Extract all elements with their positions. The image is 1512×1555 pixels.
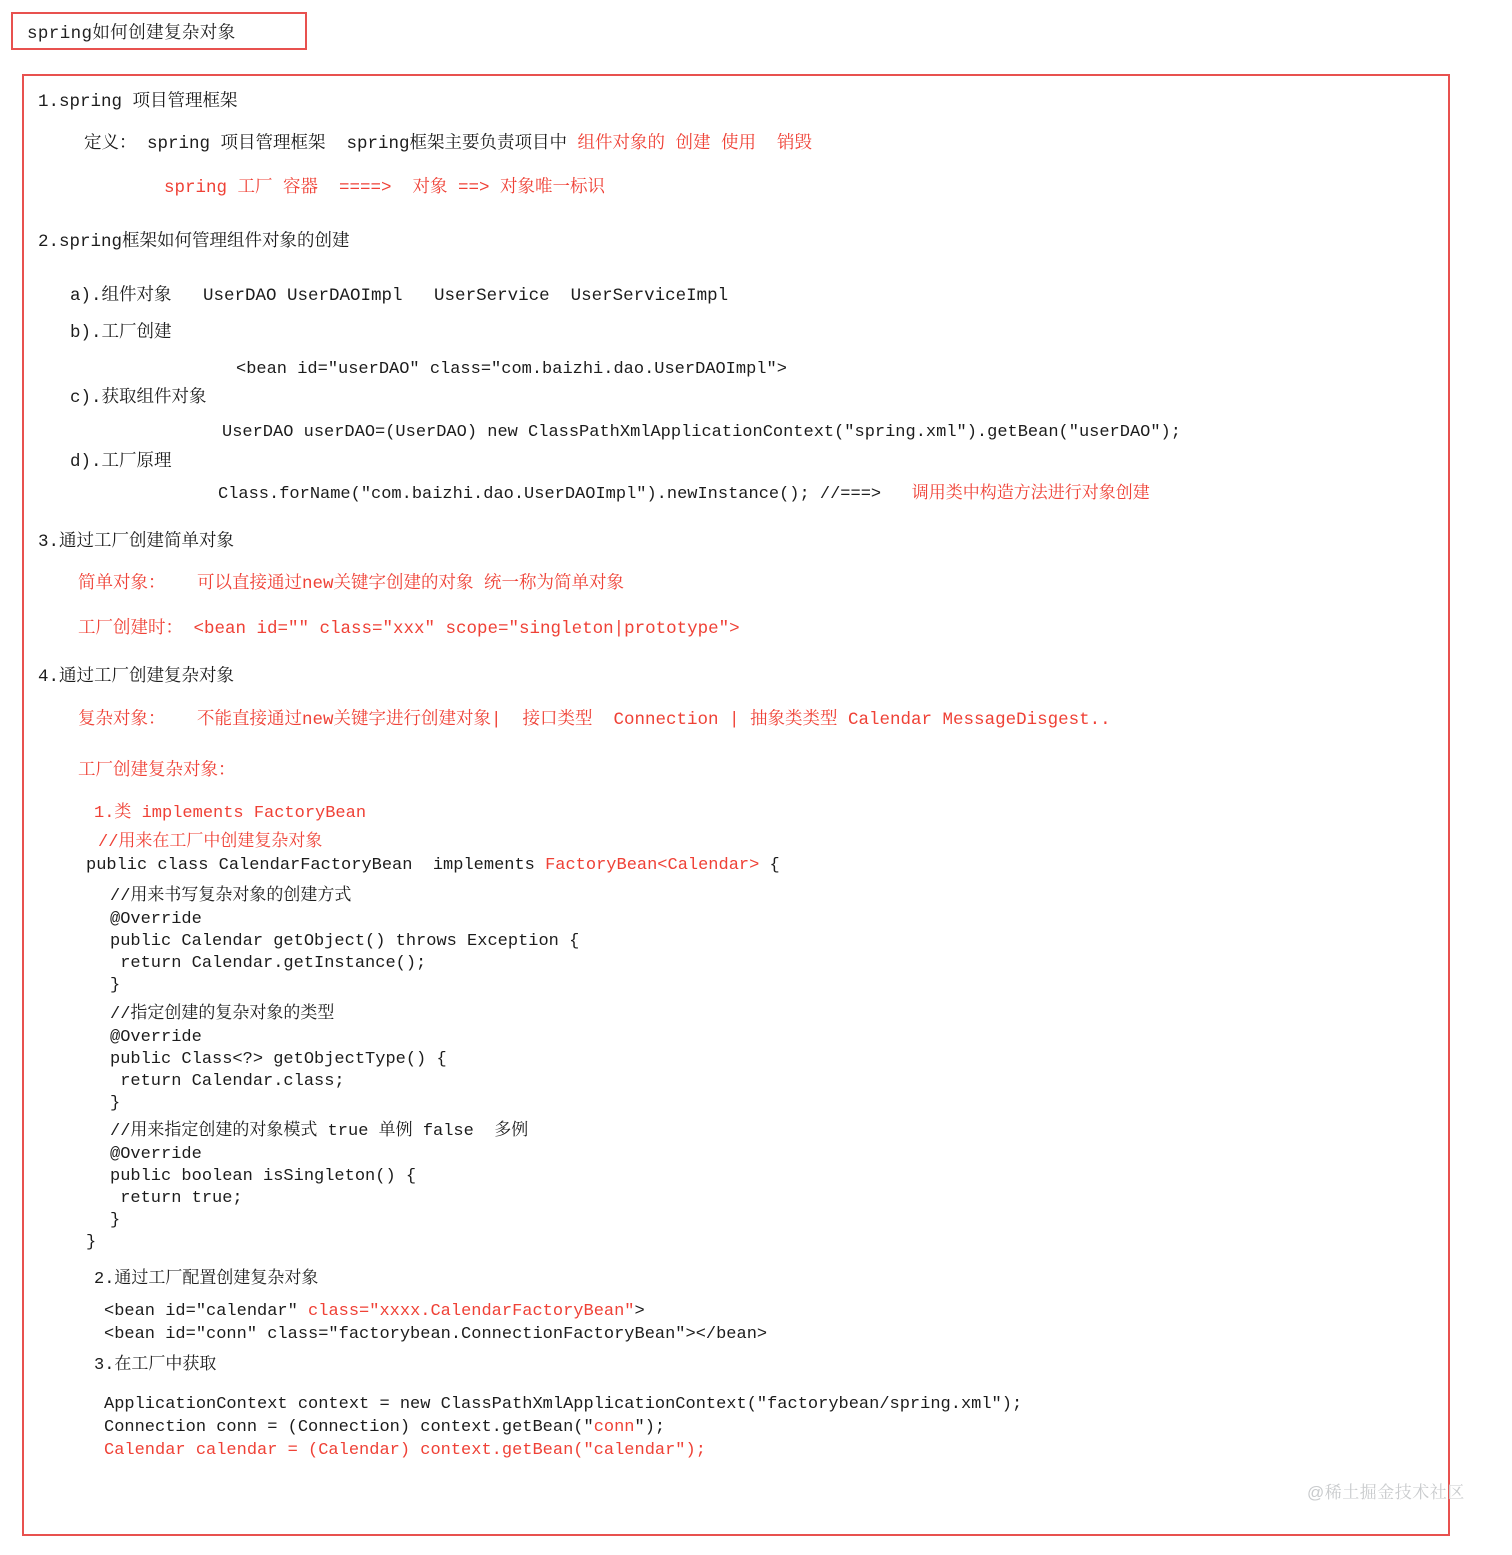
code-issingleton-body: return true;: [110, 1189, 243, 1208]
step3-line-conn-part1: Connection conn = (Connection) context.getBean(": [104, 1418, 594, 1437]
section-2-heading: 2.spring框架如何管理组件对象的创建: [38, 232, 350, 252]
step3-line-context: ApplicationContext context = new ClassPathXmlApplicationContext("factorybean/spring.xml");: [104, 1395, 1023, 1414]
section-3-heading: 3.通过工厂创建简单对象: [38, 532, 235, 552]
section-2-item-b: b).工厂创建: [70, 323, 172, 343]
step2-bean-calendar-class: class="xxxx.CalendarFactoryBean": [308, 1302, 635, 1321]
code-brace-close-1: }: [110, 976, 121, 995]
section-2-item-c: c).获取组件对象: [70, 388, 207, 408]
step3-line-conn-part2: ");: [634, 1418, 666, 1437]
watermark: @稀土掘金技术社区: [1307, 1483, 1465, 1502]
code-brace-close-3: }: [110, 1211, 121, 1230]
code-brace-close-class: }: [86, 1233, 97, 1252]
code-issingleton-signature: public boolean isSingleton() {: [110, 1167, 417, 1186]
code-step1-title: 1.类 implements FactoryBean: [94, 804, 367, 823]
step2-bean-calendar-part2: >: [634, 1302, 645, 1321]
section-4-line-1: 复杂对象： 不能直接通过new关键字进行创建对象| 接口类型 Connection | 抽象类类型 Calendar MessageDisgest..: [78, 710, 1111, 730]
step3-line-calendar: Calendar calendar = (Calendar) context.getBean("calendar");: [104, 1441, 706, 1460]
section-2-getbean-code: UserDAO userDAO=(UserDAO) new ClassPathXmlApplicationContext("spring.xml").getBean("userDAO");: [222, 423, 1181, 442]
section-1-line-1-black: 定义： spring 项目管理框架 spring框架主要负责项目中: [84, 134, 578, 154]
section-4-heading: 4.通过工厂创建复杂对象: [38, 667, 235, 687]
section-2-bean-code: <bean id="userDAO" class="com.baizhi.dao.UserDAOImpl">: [236, 360, 787, 379]
document-title-box: [11, 12, 307, 50]
section-1-line-2: spring 工厂 容器 ====> 对象 ==> 对象唯一标识: [164, 178, 606, 198]
section-1-line-1-red: 组件对象的 创建 使用 销毁: [577, 134, 813, 154]
page-title: spring如何创建复杂对象: [27, 23, 236, 44]
section-3-line-2: 工厂创建时： <bean id="" class="xxx" scope="singleton|prototype">: [78, 619, 740, 639]
code-override-3: @Override: [110, 1145, 202, 1164]
code-class-declaration: [86, 857, 780, 874]
step2-bean-calendar-part1: <bean id="calendar": [104, 1302, 309, 1321]
step2-bean-conn: <bean id="conn" class="factorybean.ConnectionFactoryBean"></bean>: [104, 1325, 768, 1344]
section-2-forname-comment: [881, 485, 912, 504]
section-2-item-a-tail: UserDAO UserDAOImpl UserService UserServiceImpl: [171, 286, 729, 306]
code-comment-mode: //用来指定创建的对象模式 true 单例 false 多例: [110, 1122, 529, 1141]
code-getobject-signature: public Calendar getObject() throws Exception {: [110, 932, 580, 951]
code-comment-type: //指定创建的复杂对象的类型: [110, 1005, 335, 1024]
code-getobject-body: return Calendar.getInstance();: [110, 954, 427, 973]
section-2-item-a-label: a).组件对象: [70, 286, 172, 306]
section-1-line-1: [84, 136, 812, 154]
section-4-line-2: 工厂创建复杂对象：: [78, 761, 236, 781]
step3-line-conn: [104, 1419, 665, 1436]
step3-title: 3.在工厂中获取: [94, 1356, 217, 1375]
section-2-item-d: d).工厂原理: [70, 452, 172, 472]
notes-content: [24, 76, 1448, 1534]
step2-bean-calendar: [104, 1303, 645, 1320]
section-2-forname-line: [218, 486, 1150, 503]
code-class-decl-brace: {: [759, 856, 780, 875]
section-3-line-1: 简单对象： 可以直接通过new关键字创建的对象 统一称为简单对象: [78, 574, 625, 594]
code-brace-close-2: }: [110, 1094, 121, 1113]
code-override-2: @Override: [110, 1028, 202, 1047]
code-override-1: @Override: [110, 910, 202, 929]
section-2-forname-code: Class.forName("com.baizhi.dao.UserDAOImpl").newInstance(); //===>: [218, 485, 882, 504]
code-comment-write: //用来书写复杂对象的创建方式: [110, 887, 352, 906]
notes-panel: [22, 74, 1450, 1536]
section-2-forname-comment-text: 调用类中构造方法进行对象创建: [911, 485, 1150, 504]
code-getobjecttype-signature: public Class<?> getObjectType() {: [110, 1050, 447, 1069]
section-2-item-a: [70, 288, 728, 306]
code-getobjecttype-body: return Calendar.class;: [110, 1072, 345, 1091]
code-class-decl-generic: FactoryBean<Calendar>: [545, 856, 760, 875]
step3-line-conn-beanid: conn: [593, 1418, 635, 1437]
section-1-heading: 1.spring 项目管理框架: [38, 92, 238, 112]
code-class-decl-part1: public class CalendarFactoryBean implements: [86, 856, 546, 875]
step2-title: 2.通过工厂配置创建复杂对象: [94, 1270, 319, 1289]
code-comment-create: //用来在工厂中创建复杂对象: [98, 833, 323, 852]
